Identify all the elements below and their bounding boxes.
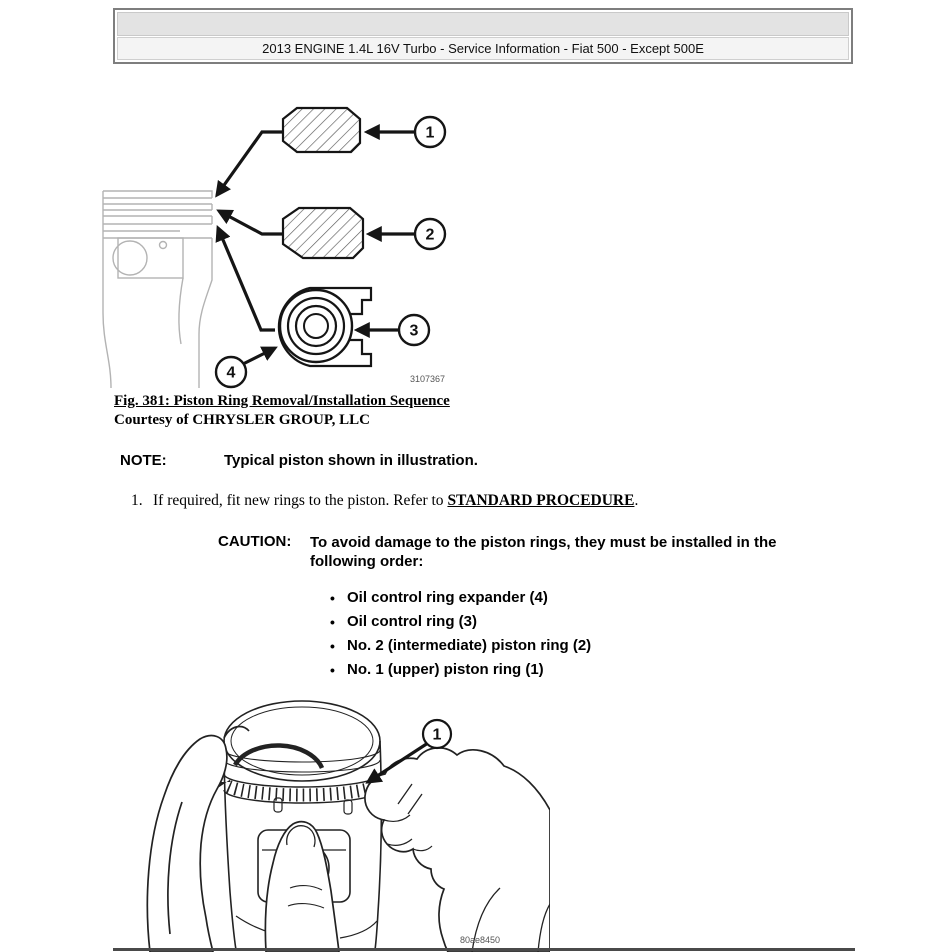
thumb bbox=[265, 822, 339, 952]
figure-caption: Fig. 381: Piston Ring Removal/Installation Sequence bbox=[114, 393, 450, 409]
groove-leader-arrows bbox=[217, 132, 283, 330]
piston-cross-section bbox=[103, 191, 212, 388]
header-top-bar bbox=[117, 12, 849, 36]
page-title: 2013 ENGINE 1.4L 16V Turbo - Service Information - Fiat 500 - Except 500E bbox=[262, 41, 704, 56]
standard-procedure-link[interactable]: STANDARD PROCEDURE bbox=[447, 492, 635, 509]
figure2-image-code: 80ae8450 bbox=[459, 935, 500, 945]
callout-4 bbox=[216, 357, 246, 387]
figure1-image-code: 3107367 bbox=[409, 374, 445, 384]
list-item: • No. 1 (upper) piston ring (1) bbox=[330, 658, 591, 682]
svg-text:2: 2 bbox=[425, 226, 435, 244]
figure-hands-holding-piston bbox=[140, 692, 550, 952]
page-bottom-rule bbox=[113, 948, 855, 951]
caution-text: To avoid damage to the piston rings, they must be installed in the following order: bbox=[310, 534, 777, 570]
svg-text:1: 1 bbox=[432, 726, 442, 744]
svg-text:4: 4 bbox=[226, 364, 236, 382]
list-item: • Oil control ring (3) bbox=[330, 610, 591, 634]
step-number: 1. bbox=[131, 492, 143, 509]
callout-1 bbox=[423, 720, 451, 748]
svg-text:3: 3 bbox=[409, 322, 419, 340]
ring-2-cross-section bbox=[283, 208, 363, 258]
note-label: NOTE: bbox=[120, 452, 167, 469]
procedure-step-1 bbox=[131, 492, 831, 510]
figure-piston-ring-sequence bbox=[85, 88, 485, 390]
list-item: • Oil control ring expander (4) bbox=[330, 586, 591, 610]
callout-2 bbox=[415, 219, 445, 249]
step-text-after: . bbox=[634, 492, 639, 509]
note-text: Typical piston shown in illustration. bbox=[224, 452, 478, 469]
callout-1 bbox=[415, 117, 445, 147]
callout-3 bbox=[399, 315, 429, 345]
svg-text:1: 1 bbox=[425, 124, 435, 142]
note-block bbox=[120, 452, 830, 469]
figure-credit: Courtesy of CHRYSLER GROUP, LLC bbox=[114, 412, 371, 428]
caution-bullet-list bbox=[330, 586, 591, 682]
caution-label: CAUTION: bbox=[218, 533, 292, 550]
ring-1-cross-section bbox=[283, 108, 360, 152]
oil-control-ring-assembly bbox=[279, 288, 371, 366]
step-text: If required, fit new rings to the piston. Refer to bbox=[153, 492, 448, 509]
list-item: • No. 2 (intermediate) piston ring (2) bbox=[330, 634, 591, 658]
right-hand bbox=[365, 748, 550, 952]
page-header bbox=[113, 8, 853, 64]
header-title-bar bbox=[117, 37, 849, 60]
